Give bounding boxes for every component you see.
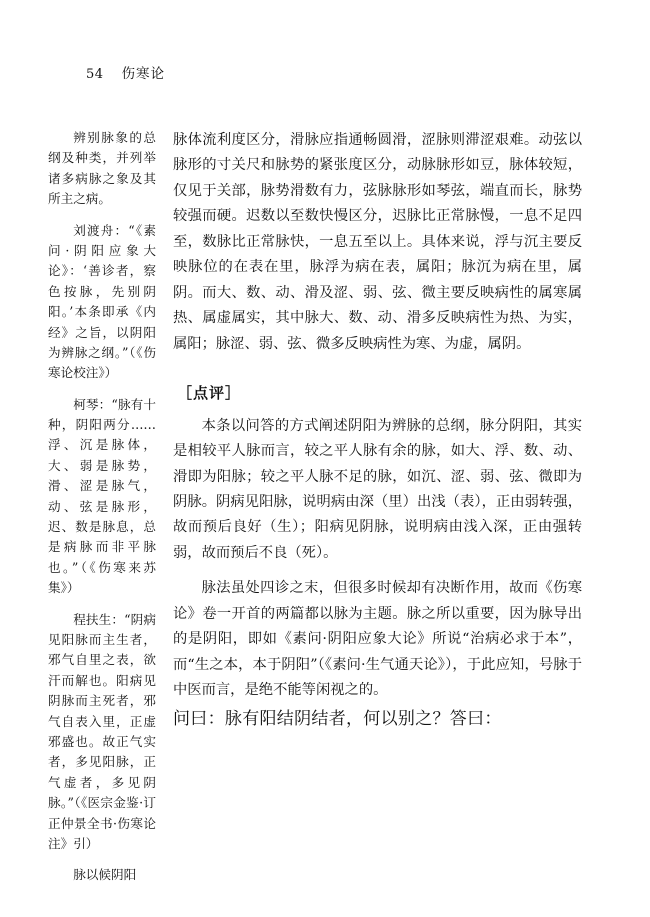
commentary-paragraph: 脉法虽处四诊之末，但很多时候却有决断作用，故而《伤寒论》卷一开首的两篇都以脉为主题。脉之所以重要，因为脉导出的是阴阳，即如《素问·阴阳应象大论》所说“治病必求于本”，而“生之本，本于阴阳”（《素问·生气通天论》），于此应知，号脉于中医而言，是绝不能等闲视之的。 — [173, 580, 582, 698]
commentary-paragraph: 本条以问答的方式阐述阴阳为辨脉的总纲，脉分阴阳，其实是相较平人脉而言，较之平人脉有余的脉，如大、浮、数、动、滑即为阳脉；较之平人脉不足的脉，如沉、涩、弱、弦、微即为阴脉。阴病见阳脉，说明病由深（里）出浅（表），正由弱转强，故而预后良好（生）；阳病见阴脉，说明病由浅入深，正由强转弱，故而预后不良（死）。 — [173, 417, 582, 561]
sidebar-paragraph: 柯琴：“脉有十种，阴阳两分……浮、沉是脉体，大、弱是脉势，滑、涩是脉气，动、弦是脉形，迟、数是脉息，总是病脉而非平脉也。”（《伤寒来苏集》） — [48, 396, 156, 596]
question-heading: 问曰：脉有阳结阴结者，何以别之？答曰： — [173, 709, 502, 730]
sidebar-paragraph: 辨别脉象的总纲及种类，并列举诸多病脉之象及其所主之病。 — [48, 130, 156, 207]
page-header — [86, 62, 165, 82]
sidebar-paragraph: 脉以候阴阳 — [73, 867, 137, 883]
main-paragraph: 脉体流利度区分，滑脉应指通畅圆滑，涩脉则滞涩艰难。动弦以脉形的寸关尺和脉势的紧张度区分，动脉脉形如豆，脉体较短，仅见于关部，脉势滑数有力，弦脉脉形如琴弦，端直而长，脉势较强而硬。迟数以至数快慢区分，迟脉比正常脉慢，一息不足四至，数脉比正常脉快，一息五至以上。具体来说，浮与沉主要反映脉位的在表在里，脉浮为病在表，属阳；脉沉为病在里，属阴。而大、数、动、滑及涩、弱、弦、微主要反映病性的属寒属热、属虚属实，其中脉大、数、动、滑多反映病性为热、为实，属阳；脉涩、弱、弦、微多反映病性为寒、为虚，属阴。 — [173, 132, 582, 352]
header-book-title: 伤寒论 — [121, 66, 166, 82]
commentary-section-marker — [173, 379, 582, 408]
sidebar-paragraph: 程扶生：“阴病见阳脉而主生者，邪气自里之表，欲汗而解也。阳病见阴脉而主死者，邪气自表入里，正虚邪盛也。故正气实者，多见阳脉，正气虚者，多见阴脉。”（《医宗金鉴·订正仲景全书·伤寒论注》引） — [48, 611, 156, 851]
sidebar-paragraph: 刘渡舟：“《素问·阴阳应象大论》：‘善诊者，察色按脉，先别阴阳。’本条即承《内经》之旨，以阴阳为辨脉之纲。”（《伤寒论校注》） — [48, 222, 156, 381]
sidebar-annotations-column — [48, 128, 156, 897]
commentary-marker-label: ［点评］ — [177, 383, 242, 402]
page-number: 54 — [86, 67, 104, 82]
main-text-column — [173, 128, 582, 736]
